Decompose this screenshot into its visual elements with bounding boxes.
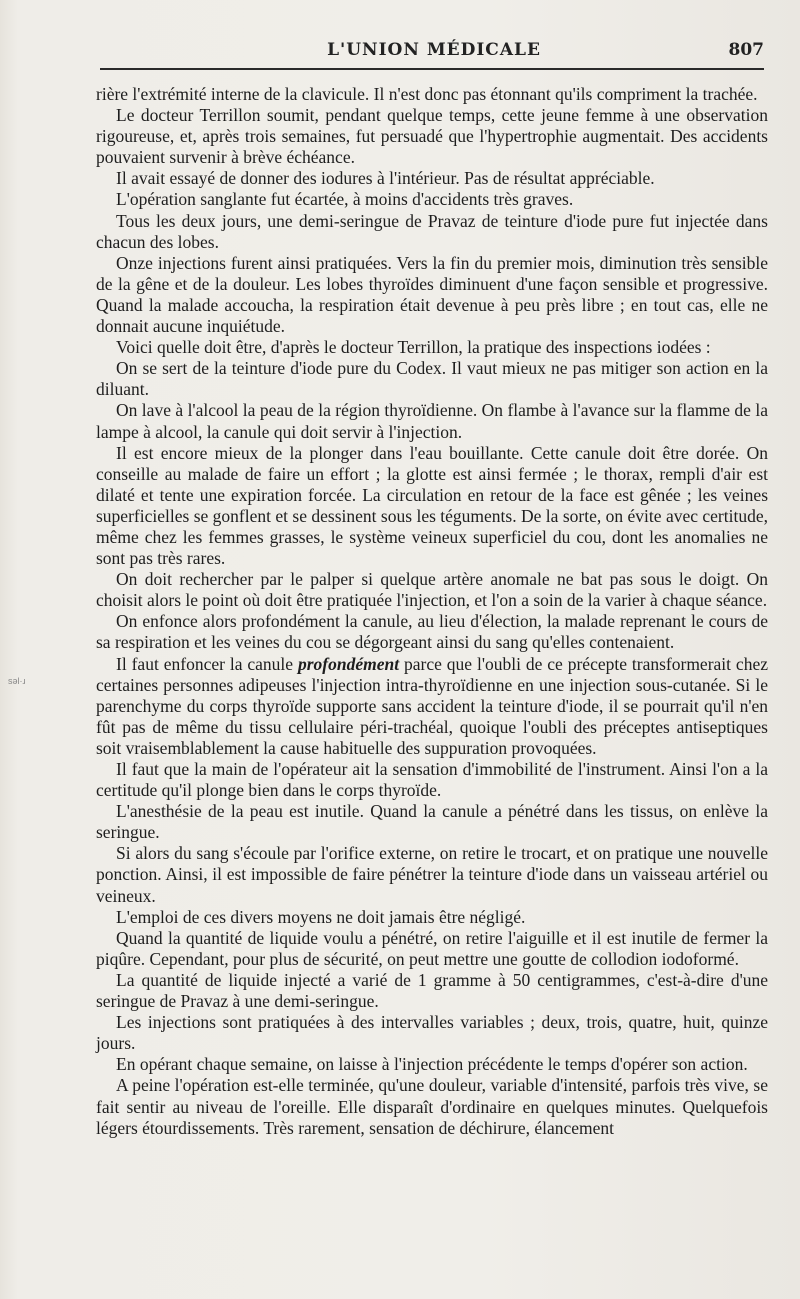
paragraph: On se sert de la teinture d'iode pure du Codex. Il vaut mieux ne pas mitiger son action en la diluant. [96,358,768,400]
paragraph: On doit rechercher par le palper si quelque artère anomale ne bat pas sous le doigt. On choisit alors le point où doit être pratiquée l'injection, et l'on a soin de la varier à chaque séance. [96,569,768,611]
paragraph: Tous les deux jours, une demi-seringue de Pravaz de teinture d'iode pure fut injectée dans chacun des lobes. [96,210,768,252]
paragraph: Si alors du sang s'écoule par l'orifice externe, on retire le trocart, et on pratique une nouvelle ponction. Ainsi, il est impossible de faire pénétrer la teinture d'iode dans un vaisseau artériel ou veineux. [96,843,768,906]
page-header [100,40,768,66]
paragraph: L'emploi de ces divers moyens ne doit jamais être négligé. [116,906,526,927]
paragraph: Les injections sont pratiquées à des intervalles variables ; deux, trois, quatre, huit, quinze jours. [96,1012,768,1054]
paragraph: On lave à l'alcool la peau de la région thyroïdienne. On flambe à l'avance sur la flamme de la lampe à alcool, la canule qui doit servir à l'injection. [96,400,768,442]
paragraph [96,654,768,759]
paragraph: Il avait essayé de donner des iodures à l'intérieur. Pas de résultat appréciable. [116,168,655,189]
paragraph: On enfonce alors profondément la canule, au lieu d'élection, la malade reprenant le cours de sa respiration et les veines du cou se dégorgeant ainsi du sang qu'elles contenaient. [96,611,768,653]
paragraph: L'anesthésie de la peau est inutile. Quand la canule a pénétré dans les tissus, on enlève la seringue. [96,801,768,843]
header-rule [100,68,764,70]
paragraph: En opérant chaque semaine, on laisse à l'injection précédente le temps d'opérer son action. [116,1054,748,1075]
paragraph: L'opération sanglante fut écartée, à moins d'accidents très graves. [116,189,574,210]
page-number: 807 [728,40,764,60]
paragraph-text: parce que l'oubli de ce précepte transformerait chez certaines personnes adipeuses l'injection intra-thyroïdienne en une injection sous-cutanée. Si le parenchyme du corps thyroïde supporte sans accident la teinture d'iode, il se pourrait qu'il n'en fût pas de même du tissu cellulaire péri-trachéal, quoique l'oubli des préceptes antiseptiques soit vraisemblablement la cause habituelle des suppuration provoquées. [96,653,768,758]
paragraph: Il faut que la main de l'opérateur ait la sensation d'immobilité de l'instrument. Ainsi l'on a la certitude qu'il plonge bien dans le corps thyroïde. [96,759,768,801]
paragraph: Quand la quantité de liquide voulu a pénétré, on retire l'aiguille et il est inutile de fermer la piqûre. Cependant, pour plus de sécurité, on peut mettre une goutte de collodion iodoformé. [96,927,768,969]
paragraph: Voici quelle doit être, d'après le docteur Terrillon, la pratique des inspections iodées : [116,337,711,358]
paragraph: rière l'extrémité interne de la clavicule. Il n'est donc pas étonnant qu'ils compriment la trachée. [96,84,758,104]
paragraph: La quantité de liquide injecté a varié de 1 gramme à 50 centigrammes, c'est-à-dire d'une seringue de Pravaz à une demi-seringue. [96,969,768,1012]
running-title: L'UNION MÉDICALE [327,40,541,60]
paragraph: Onze injections furent ainsi pratiquées. Vers la fin du premier mois, diminution très sensible de la gêne et de la douleur. Les lobes thyroïdes diminuent d'une façon sensible et progressive. Quand la malade accoucha, la respiration était devenue à peu près libre ; en tout cas, elle ne donnait aucune inquiétude. [96,252,768,337]
margin-note: sǝl·ɹ [8,676,26,686]
paragraph: Le docteur Terrillon soumit, pendant quelque temps, cette jeune femme à une observation rigoureuse, et, après trois semaines, fut persuadé que l'hypertrophie augmentait. Des accidents pouvaient survenir à brève échéance. [96,105,768,168]
article-body [96,84,768,1139]
paragraph-text: Il faut enfoncer la canule [116,653,298,674]
emphasized-word: profondément [297,653,400,674]
paragraph: A peine l'opération est-elle terminée, qu'une douleur, variable d'intensité, parfois très vive, se fait sentir au niveau de l'oreille. Elle disparaît d'ordinaire en quelques minutes. Quelquefois légers étourdissements. Très rarement, sensation de déchirure, élancement [96,1075,768,1138]
paragraph: Il est encore mieux de la plonger dans l'eau bouillante. Cette canule doit être dorée. On conseille au malade de faire un effort ; la glotte est ainsi fermée ; le thorax, rempli d'air est dilaté et tente une expiration forcée. La circulation en retour de la face est gênée ; les veines superficielles se gonflent et se dessinent sous les téguments. De la sorte, on évite avec certitude, même chez les femmes grasses, le système veineux superficiel du cou, dont les anomalies ne sont pas très rares. [96,442,768,569]
